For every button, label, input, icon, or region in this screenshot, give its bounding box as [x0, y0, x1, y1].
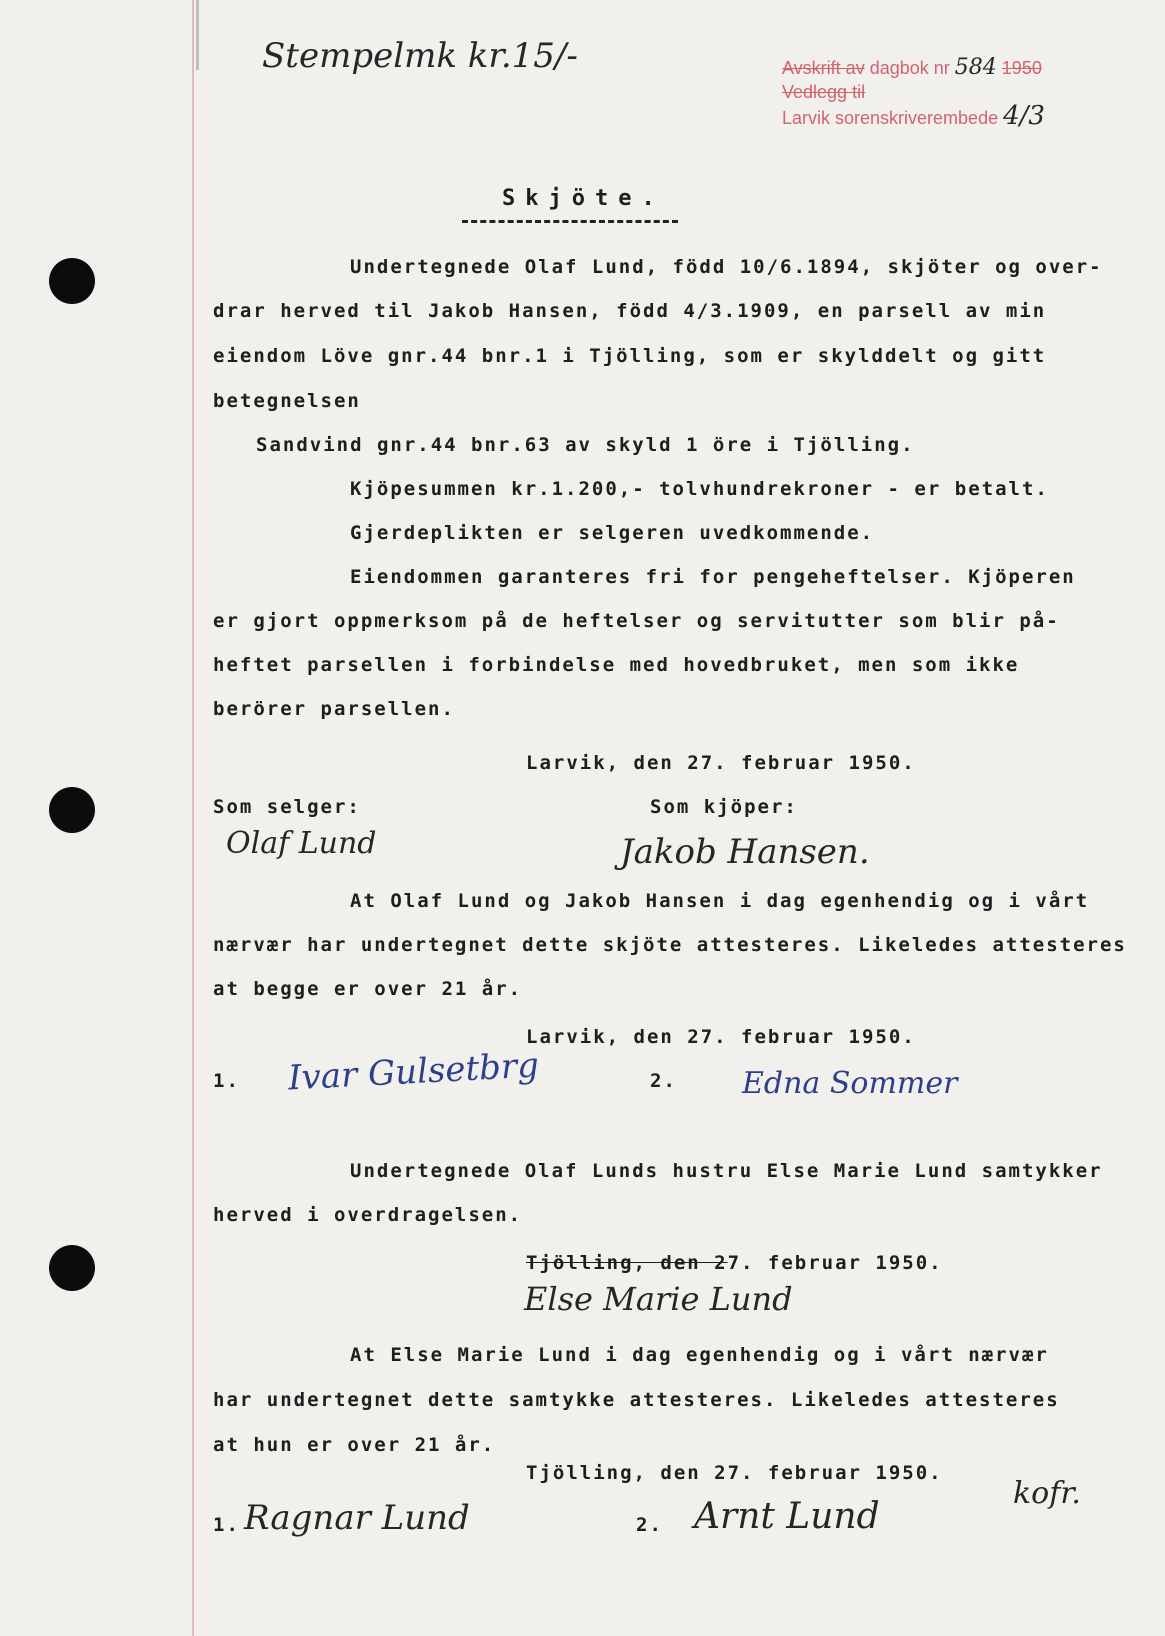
witness-signature: Ivar Gulsetbrg	[287, 1045, 540, 1099]
stamp-line-1: Avskrift av dagbok nr 584 1950	[782, 55, 1042, 80]
place-date: Larvik, den 27. februar 1950.	[526, 752, 916, 774]
punch-hole-bottom	[49, 1245, 95, 1291]
witness-signature: Ragnar Lund	[244, 1498, 470, 1538]
consent-line: Undertegnede Olaf Lunds hustru Else Marie Lund samtykker	[350, 1160, 1103, 1182]
attestation-line: At Else Marie Lund i dag egenhendig og i vårt nærvær	[350, 1344, 1049, 1366]
witness-signature: Arnt Lund	[694, 1496, 880, 1537]
title-underline	[462, 220, 678, 223]
place-date: Tjölling, den 27. februar 1950.	[526, 1252, 943, 1274]
witness-number: 2.	[650, 1070, 677, 1092]
paragraph-line: er gjort oppmerksom på de heftelser og servitutter som blir på-	[213, 610, 1060, 632]
paragraph-line: berörer parsellen.	[213, 698, 455, 720]
paragraph-line: betegnelsen	[213, 390, 361, 412]
witness-number: 2.	[636, 1514, 663, 1536]
stamp-year: 1950	[1001, 58, 1042, 78]
punch-hole-middle	[49, 787, 95, 833]
attestation-line: har undertegnet dette samtykke attesteres. Likeledes attesteres	[213, 1389, 1060, 1411]
attestation-line: at hun er over 21 år.	[213, 1434, 496, 1456]
paragraph-line: Sandvind gnr.44 bnr.63 av skyld 1 öre i Tjölling.	[256, 434, 915, 456]
consent-line: herved i overdragelsen.	[213, 1204, 523, 1226]
handwritten-reference: Stempelmk kr.15/-	[262, 36, 578, 76]
witness-number: 1.	[213, 1514, 240, 1536]
seller-signature: Olaf Lund	[226, 826, 377, 861]
attestation-line: at begge er over 21 år.	[213, 978, 523, 1000]
paragraph-line: eiendom Löve gnr.44 bnr.1 i Tjölling, som er skylddelt og gitt	[213, 345, 1047, 367]
fold-mark	[196, 0, 199, 70]
attestation-line: nærvær har undertegnet dette skjöte attesteres. Likeledes attesteres	[213, 934, 1127, 956]
dagbok-number: 584	[954, 55, 997, 80]
document-title: Skjöte.	[502, 186, 665, 211]
spouse-signature: Else Marie Lund	[524, 1280, 793, 1318]
place-date: Tjölling, den 27. februar 1950.	[526, 1462, 943, 1484]
witness-number: 1.	[213, 1070, 240, 1092]
attestation-line: At Olaf Lund og Jakob Hansen i dag egenhendig og i vårt	[350, 890, 1090, 912]
witness-signature: Edna Sommer	[742, 1066, 958, 1101]
paragraph-line: heftet parsellen i forbindelse med hovedbruket, men som ikke	[213, 654, 1020, 676]
stamp-date: 4/3	[1003, 101, 1045, 131]
paragraph-line: Kjöpesummen kr.1.200,- tolvhundrekroner - er betalt.	[350, 478, 1049, 500]
margin-line	[192, 0, 194, 1636]
stamp-line-3: Larvik sorenskriverembede 4/3	[782, 101, 1045, 131]
paragraph-line: Eiendommen garanteres fri for pengeheftelser. Kjöperen	[350, 566, 1076, 588]
registry-stamp	[782, 56, 1045, 130]
buyer-signature: Jakob Hansen.	[620, 832, 870, 872]
paragraph-line: drar herved til Jakob Hansen, född 4/3.1909, en parsell av min	[213, 300, 1047, 322]
paragraph-line: Undertegnede Olaf Lund, född 10/6.1894, skjöter og over-	[350, 256, 1103, 278]
seller-label: Som selger:	[213, 796, 361, 818]
stamp-line-2: Vedlegg til	[782, 82, 866, 102]
place-date: Larvik, den 27. februar 1950.	[526, 1026, 916, 1048]
punch-hole-top	[49, 258, 95, 304]
margin-initials: kofr.	[1013, 1476, 1081, 1511]
paragraph-line: Gjerdeplikten er selgeren uvedkommende.	[350, 522, 875, 544]
buyer-label: Som kjöper:	[650, 796, 798, 818]
